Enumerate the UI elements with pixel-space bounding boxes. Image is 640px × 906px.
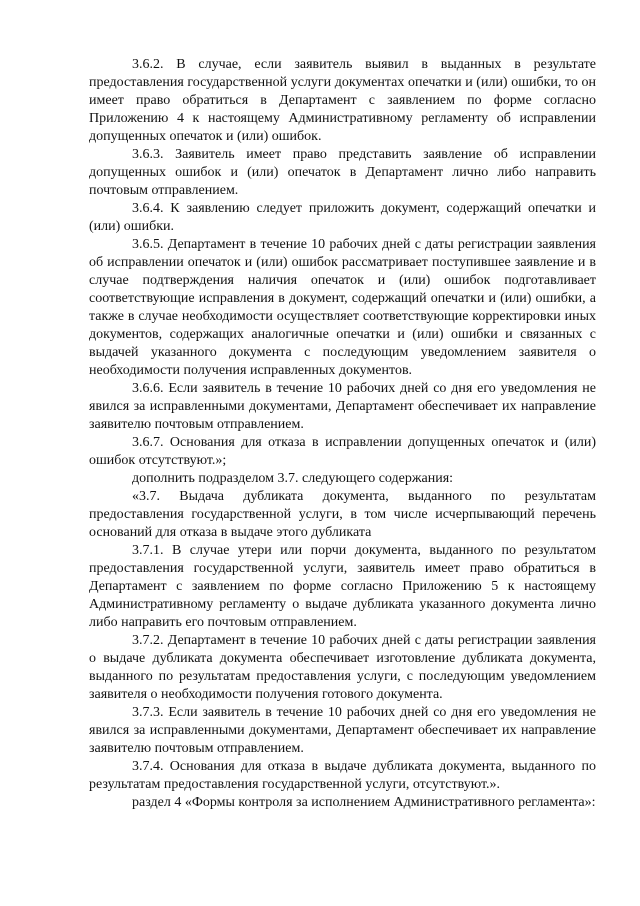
section-heading-3-7: «3.7. Выдача дубликата документа, выданного по результатам предоставления государственной услуги, в том числе исчерпывающий перечень оснований для отказа в выдаче этого дубликата	[89, 489, 596, 540]
paragraph-3-6-5: 3.6.5. Департамент в течение 10 рабочих дней с даты регистрации заявления об исправлении опечаток и (или) ошибок рассматривает поступившее заявление и в случае подтверждения наличия опечаток и (или) ошибок подготавливает соответствующие исправления в документ, содержащий опечатки и (или) ошибки, а также в случае необходимости осуществляет соответствующие корректировки иных документов, содержащих аналогичные опечатки и (или) ошибки и связанных с выдачей указанного документа с последующим уведомлением заявителя о необходимости получения исправленных документов.	[89, 237, 596, 378]
document-page	[89, 56, 596, 812]
paragraph-3-6-2: 3.6.2. В случае, если заявитель выявил в выданных в результате предоставления государственной услуги документах опечатки и (или) ошибки, то он имеет право обратиться в Департамент с заявлением по форме согласно Приложению 4 к настоящему Административному регламенту об исправлении допущенных опечаток и (или) ошибок.	[89, 57, 596, 144]
paragraph-3-6-4: 3.6.4. К заявлению следует приложить документ, содержащий опечатки и (или) ошибки.	[89, 201, 596, 234]
paragraph-3-7-3: 3.7.3. Если заявитель в течение 10 рабочих дней со дня его уведомления не явился за исправленными документами, Департамент обеспечивает их направление заявителю почтовым отправлением.	[89, 705, 596, 756]
paragraph-3-7-4: 3.7.4. Основания для отказа в выдаче дубликата документа, выданного по результатам предоставления государственной услуги, отсутствуют.».	[89, 759, 596, 792]
amendment-instruction-3-7: дополнить подразделом 3.7. следующего содержания:	[132, 471, 454, 486]
section-4-heading: раздел 4 «Формы контроля за исполнением Административного регламента»:	[132, 795, 596, 810]
paragraph-3-7-2: 3.7.2. Департамент в течение 10 рабочих дней с даты регистрации заявления о выдаче дубликата документа обеспечивает изготовление дубликата документа, выданного по результатам предоставления услуги, с последующим уведомлением заявителя о необходимости получения готового документа.	[89, 633, 596, 702]
paragraph-3-6-3: 3.6.3. Заявитель имеет право представить заявление об исправлении допущенных ошибок и (или) опечаток в Департамент лично либо направить почтовым отправлением.	[89, 147, 596, 198]
paragraph-3-6-6: 3.6.6. Если заявитель в течение 10 рабочих дней со дня его уведомления не явился за исправленными документами, Департамент обеспечивает их направление заявителю почтовым отправлением.	[89, 381, 596, 432]
paragraph-3-7-1: 3.7.1. В случае утери или порчи документа, выданного по результатом предоставления государственной услуги, заявитель имеет право обратиться в Департамент с заявлением по форме согласно Приложению 5 к настоящему Административному регламенту о выдаче дубликата указанного документа лично либо направить его почтовым отправлением.	[89, 543, 596, 630]
paragraph-3-6-7: 3.6.7. Основания для отказа в исправлении допущенных опечаток и (или) ошибок отсутствуют.»;	[89, 435, 596, 468]
